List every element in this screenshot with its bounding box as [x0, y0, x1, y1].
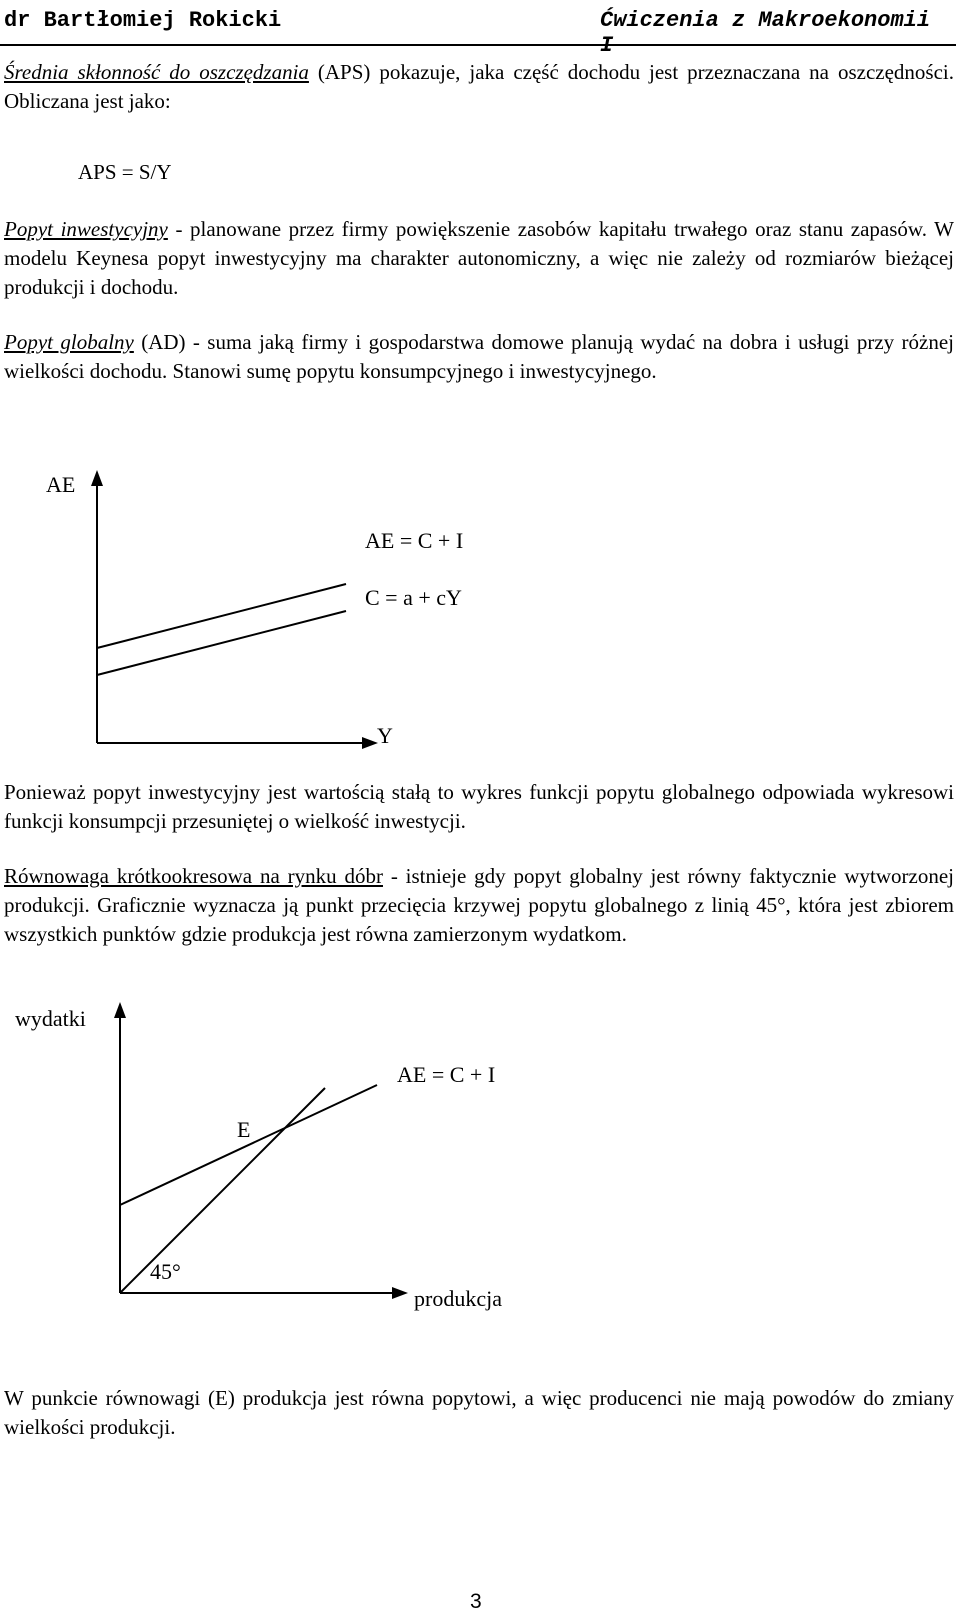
investment-paragraph — [4, 215, 954, 302]
eq-ae-label: AE = C + I — [397, 1062, 496, 1087]
equilibrium-paragraph — [4, 862, 954, 949]
eq-point-label: E — [237, 1117, 251, 1142]
ae-x-axis-arrow — [362, 737, 378, 749]
equilibrium-text: - istnieje gdy popyt globalny jest równy faktycznie wytworzonej produkcji. Graficznie wyznacza ją punkt przecięcia krzywej popytu globalnego z linią 45°, która jest zbiorem wszystkich punktów gdzie produkcja jest równa zamierzonym wydatkom. — [4, 864, 954, 946]
aps-term: Średnia skłonność do oszczędzania — [4, 60, 309, 84]
conclusion-paragraph: W punkcie równowagi (E) produkcja jest równa popytowi, a więc producenci nie mają powodów do zmiany wielkości produkcji. — [4, 1386, 954, 1439]
header-author: dr Bartłomiej Rokicki — [4, 8, 282, 33]
ae-line — [97, 584, 346, 648]
header-course: Ćwiczenia z Makroekonomii I — [600, 8, 931, 58]
page-header — [0, 0, 956, 58]
ae-y-label: AE — [46, 472, 76, 497]
consumption-line-label: C = a + cY — [365, 585, 462, 610]
ae-y-axis-arrow — [91, 470, 103, 486]
since-paragraph: Ponieważ popyt inwestycyjny jest wartością stałą to wykres funkcji popytu globalnego odpowiada wykresowi funkcji konsumpcji przesuniętej o wielkość inwestycji. — [4, 780, 954, 833]
aggregate-text: (AD) - suma jaką firmy i gospodarstwa domowe planują wydać na dobra i usługi przy różnej wielkości dochodu. Stanowi sumę popytu konsumpcyjnego i inwestycyjnego. — [4, 330, 954, 383]
aps-formula: APS = S/Y — [78, 160, 172, 184]
aggregate-term: Popyt globalny — [4, 330, 134, 354]
ae-line-label: AE = C + I — [365, 528, 464, 553]
eq-angle-label: 45° — [150, 1259, 181, 1284]
figure-equilibrium-diagram — [0, 990, 960, 1330]
aggregate-paragraph — [4, 328, 954, 386]
eq-y-label: wydatki — [15, 1006, 86, 1031]
aps-text: (APS) pokazuje, jaka część dochodu jest przeznaczana na oszczędności. Obliczana jest jako: — [4, 60, 954, 113]
eq-ae-line — [120, 1085, 377, 1205]
equilibrium-diagram-svg — [0, 990, 960, 1330]
aps-paragraph — [4, 58, 954, 116]
eq-x-axis-arrow — [392, 1287, 408, 1299]
page-number: 3 — [470, 1590, 482, 1613]
consumption-line — [97, 611, 346, 675]
equilibrium-term: Równowaga krótkookresowa na rynku dóbr — [4, 864, 383, 888]
ae-x-label: Y — [377, 723, 393, 748]
investment-term: Popyt inwestycyjny — [4, 217, 168, 241]
ae-diagram-svg — [0, 460, 960, 780]
eq-x-label: produkcja — [414, 1286, 502, 1311]
figure-ae-diagram — [0, 460, 960, 780]
eq-y-axis-arrow — [114, 1002, 126, 1018]
investment-text: - planowane przez firmy powiększenie zasobów kapitału trwałego oraz stanu zapasów. W modelu Keynesa popyt inwestycyjny ma charakter autonomiczny, a więc nie zależy od rozmiarów bieżącej produkcji i dochodu. — [4, 217, 954, 299]
